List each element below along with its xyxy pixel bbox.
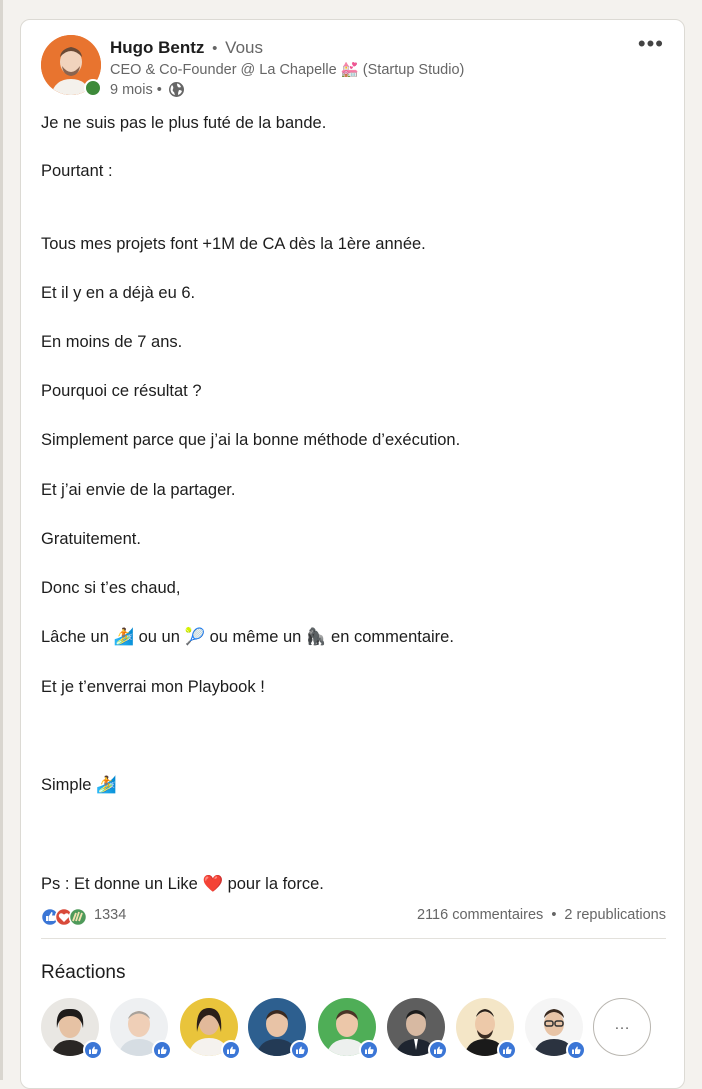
- name-separator: •: [212, 40, 218, 57]
- more-options-button[interactable]: •••: [637, 31, 664, 56]
- post-meta: [110, 81, 185, 98]
- author-name-line: [110, 38, 263, 58]
- comments-count[interactable]: 2116 commentaires: [417, 907, 544, 923]
- post-line: Et j’ai envie de la partager.: [41, 481, 236, 499]
- author-headline: CEO & Co-Founder @ La Chapelle 💒 (Startup Studio): [110, 62, 465, 78]
- online-status-indicator: [84, 79, 102, 97]
- reposts-count[interactable]: 2 republications: [564, 907, 666, 923]
- post-card: [20, 19, 685, 1089]
- post-line: Ps : Et donne un Like ❤️ pour la force.: [41, 875, 324, 893]
- post-line: Et je t’enverrai mon Playbook !: [41, 678, 265, 696]
- reactions-heading: Réactions: [41, 962, 126, 983]
- like-badge-icon: [566, 1040, 586, 1060]
- post-line: En moins de 7 ans.: [41, 333, 183, 351]
- like-badge-icon: [290, 1040, 310, 1060]
- post-line: Gratuitement.: [41, 530, 141, 548]
- post-line: Donc si t’es chaud,: [41, 579, 181, 597]
- post-line: Pourquoi ce résultat ?: [41, 382, 202, 400]
- author-relation: Vous: [225, 38, 263, 57]
- like-badge-icon: [221, 1040, 241, 1060]
- like-badge-icon: [359, 1040, 379, 1060]
- post-time: 9 mois: [110, 81, 153, 98]
- like-badge-icon: [428, 1040, 448, 1060]
- like-badge-icon: [152, 1040, 172, 1060]
- post-line: Simplement parce que j’ai la bonne méthode d’exécution.: [41, 431, 461, 449]
- comments-reposts: [417, 907, 666, 923]
- page-edge: [0, 0, 3, 1080]
- like-badge-icon: [83, 1040, 103, 1060]
- post-line: Lâche un 🏄 ou un 🎾 ou même un 🦍 en commentaire.: [41, 628, 454, 646]
- post-line: Pourtant :: [41, 162, 113, 180]
- like-badge-icon: [497, 1040, 517, 1060]
- divider: [41, 938, 666, 939]
- support-icon: [70, 909, 87, 926]
- post-line: Tous mes projets font +1M de CA dès la 1ère année.: [41, 235, 426, 253]
- author-name[interactable]: Hugo Bentz: [110, 38, 205, 57]
- post-line: Je ne suis pas le plus futé de la bande.: [41, 114, 327, 132]
- meta-separator: •: [156, 81, 162, 98]
- more-reactors-button[interactable]: …: [593, 998, 651, 1056]
- post-line: Et il y en a déjà eu 6.: [41, 284, 196, 302]
- globe-icon: [168, 81, 185, 98]
- reaction-count[interactable]: 1334: [94, 907, 127, 923]
- counts-separator: •: [551, 907, 557, 923]
- social-counts-bar: [41, 905, 666, 929]
- post-line: Simple 🏄: [41, 776, 117, 794]
- reaction-icons[interactable]: [41, 907, 91, 927]
